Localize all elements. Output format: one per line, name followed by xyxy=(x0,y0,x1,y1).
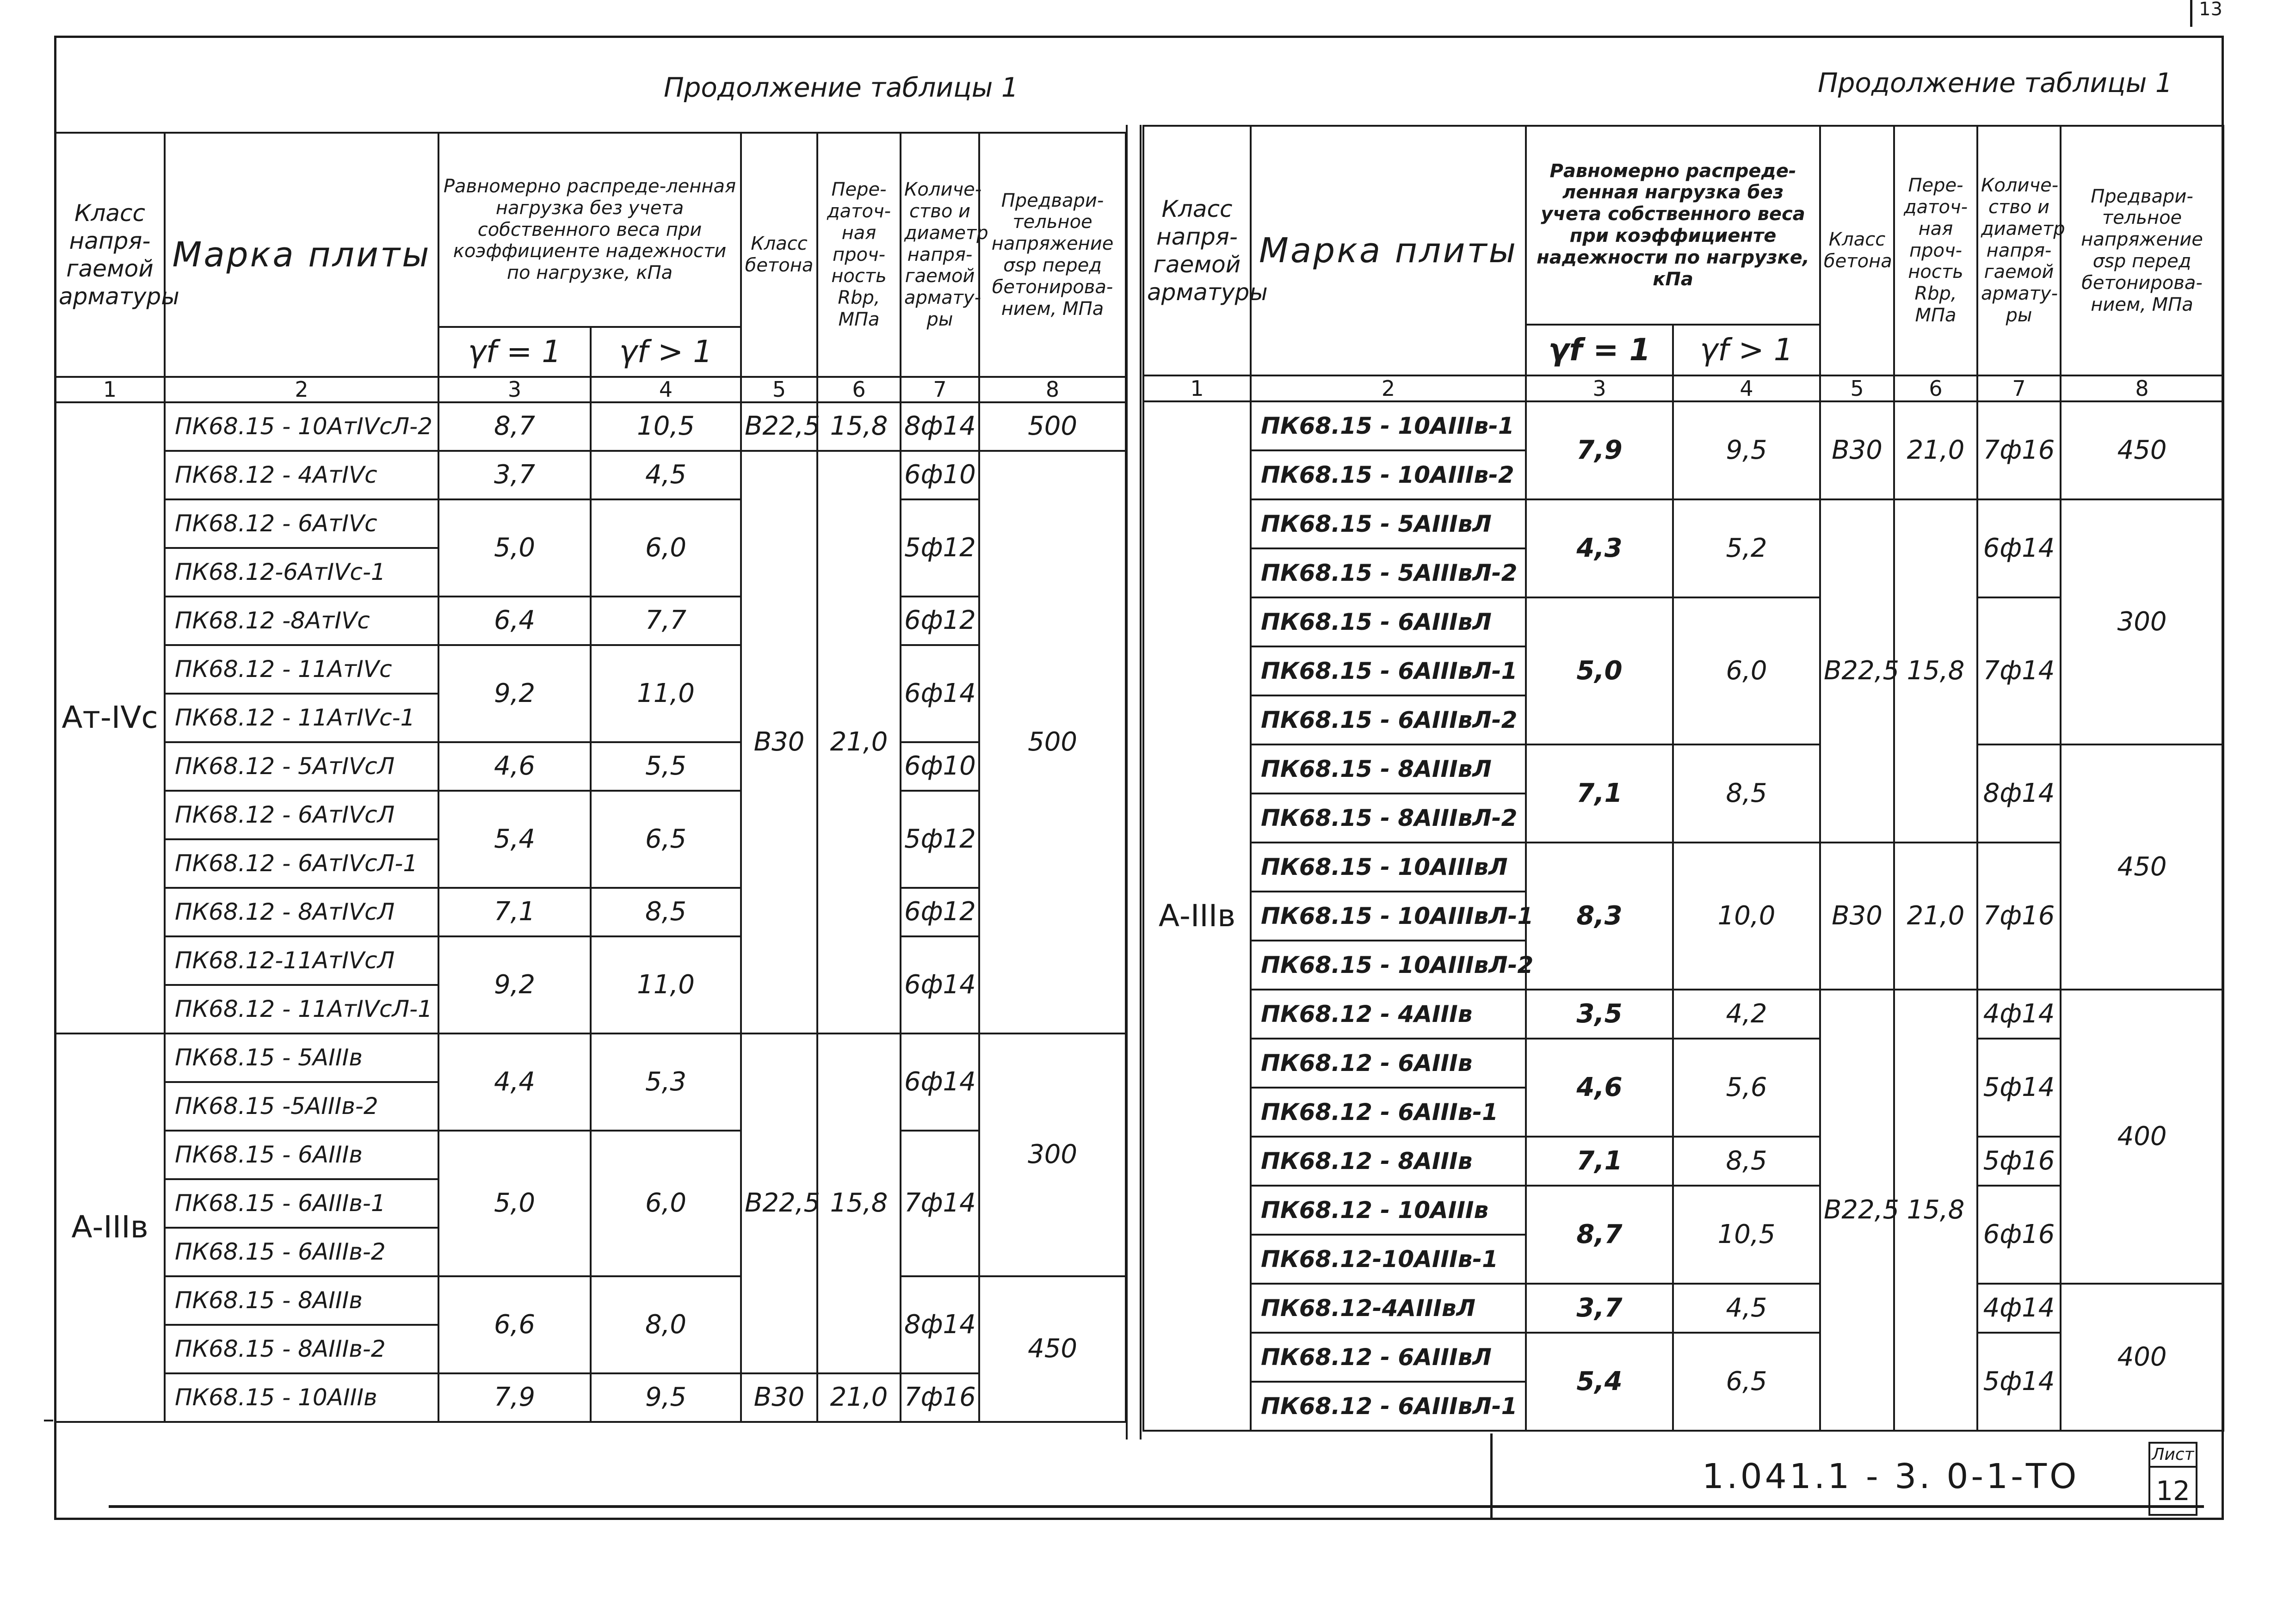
load-gamma-1: 8,7 xyxy=(438,402,591,451)
prestress: 300 xyxy=(2061,499,2223,744)
load-gamma-1: 7,1 xyxy=(1526,744,1673,843)
plate-mark: ПК68.15 - 5АIIIвЛ xyxy=(1251,499,1526,548)
load-gamma-gt-1: 11,0 xyxy=(591,645,741,742)
armature-count: 8ф14 xyxy=(1977,744,2061,843)
load-gamma-gt-1: 6,0 xyxy=(591,499,741,597)
prestress: 400 xyxy=(2061,990,2223,1284)
armature-count: 6ф16 xyxy=(1977,1186,2061,1284)
left-table xyxy=(54,132,1127,1423)
armature-class-cell: А-IIIв xyxy=(55,1033,165,1422)
load-gamma-1: 5,4 xyxy=(1526,1333,1673,1431)
edge-tick xyxy=(44,1420,53,1421)
load-gamma-1: 4,6 xyxy=(1526,1039,1673,1137)
col-number: 7 xyxy=(1977,375,2061,401)
armature-count: 5ф14 xyxy=(1977,1039,2061,1137)
load-gamma-1: 4,3 xyxy=(1526,499,1673,597)
plate-mark: ПК68.15 -5АIIIв-2 xyxy=(165,1082,438,1131)
load-gamma-1: 7,9 xyxy=(438,1373,591,1422)
load-gamma-gt-1: 6,0 xyxy=(1673,597,1820,744)
header-load: Равномерно распреде-ленная нагрузка без учета собственного веса при коэффициенте надежности по нагрузке, кПа xyxy=(1526,126,1820,325)
armature-count: 8ф14 xyxy=(901,1276,979,1373)
concrete-class: В30 xyxy=(741,451,817,1033)
load-gamma-gt-1: 10,5 xyxy=(591,402,741,451)
plate-mark: ПК68.12 - 6АIIIв-1 xyxy=(1251,1088,1526,1137)
concrete-class: В22,5 xyxy=(1820,499,1894,843)
col-number: 8 xyxy=(2061,375,2223,401)
load-gamma-gt-1: 9,5 xyxy=(1673,401,1820,499)
plate-mark: ПК68.15 - 8АIIIвЛ-2 xyxy=(1251,794,1526,843)
header-transfer-strength: Пере-даточ-ная проч-ность Rbp, МПа xyxy=(817,133,901,377)
plate-mark: ПК68.12 - 4АтIVс xyxy=(165,451,438,499)
col-number: 2 xyxy=(165,377,438,402)
load-gamma-gt-1: 8,0 xyxy=(591,1276,741,1373)
plate-mark: ПК68.15 - 10АIIIв xyxy=(165,1373,438,1422)
plate-mark: ПК68.15 - 10АIIIв-1 xyxy=(1251,401,1526,450)
col-number: 4 xyxy=(591,377,741,402)
table-divider xyxy=(1126,125,1142,1439)
transfer-strength: 21,0 xyxy=(817,1373,901,1422)
plate-mark: ПК68.15 - 8АIIIв xyxy=(165,1276,438,1325)
header-armature-count: Количе-ство и диаметр напря-гаемой армату-ры xyxy=(1977,126,2061,375)
load-gamma-1: 7,1 xyxy=(1526,1137,1673,1186)
load-gamma-1: 3,5 xyxy=(1526,990,1673,1039)
plate-mark: ПК68.12 - 11АтIVс-1 xyxy=(165,694,438,742)
header-mark: Марка плиты xyxy=(1251,126,1526,375)
col-number: 8 xyxy=(979,377,1126,402)
armature-count: 5ф14 xyxy=(1977,1333,2061,1431)
plate-mark: ПК68.12 - 6АтIVсЛ-1 xyxy=(165,839,438,888)
load-gamma-1: 8,3 xyxy=(1526,843,1673,990)
plate-mark: ПК68.12-4АIIIвЛ xyxy=(1251,1284,1526,1333)
col-number: 2 xyxy=(1251,375,1526,401)
armature-count: 5ф12 xyxy=(901,499,979,597)
load-gamma-gt-1: 4,5 xyxy=(591,451,741,499)
header-gamma-gt-1: γf > 1 xyxy=(591,327,741,377)
load-gamma-1: 5,0 xyxy=(438,1131,591,1276)
plate-mark: ПК68.15 - 10АIIIвЛ-1 xyxy=(1251,892,1526,941)
col-number: 1 xyxy=(1143,375,1251,401)
plate-mark: ПК68.15 - 8АIIIв-2 xyxy=(165,1325,438,1373)
load-gamma-gt-1: 5,5 xyxy=(591,742,741,791)
concrete-class: В22,5 xyxy=(1820,990,1894,1431)
transfer-strength: 15,8 xyxy=(817,402,901,451)
col-number: 3 xyxy=(1526,375,1673,401)
transfer-strength: 15,8 xyxy=(1894,990,1977,1431)
plate-mark: ПК68.12-10АIIIв-1 xyxy=(1251,1235,1526,1284)
plate-mark: ПК68.15 - 5АIIIв xyxy=(165,1033,438,1082)
sheet-number: 12 xyxy=(2156,1475,2190,1507)
load-gamma-1: 9,2 xyxy=(438,936,591,1033)
col-number: 5 xyxy=(741,377,817,402)
col-number: 7 xyxy=(901,377,979,402)
load-gamma-1: 6,6 xyxy=(438,1276,591,1373)
header-armature-class: Класс напря-гаемой арматуры xyxy=(1143,126,1251,375)
plate-mark: ПК68.12 - 4АIIIв xyxy=(1251,990,1526,1039)
plate-mark: ПК68.15 - 6АIIIвЛ xyxy=(1251,597,1526,646)
header-gamma-1: γf = 1 xyxy=(438,327,591,377)
prestress: 500 xyxy=(979,402,1126,451)
header-armature-count: Количе-ство и диаметр напря-гаемой армату-ры xyxy=(901,133,979,377)
plate-mark: ПК68.12 - 8АтIVсЛ xyxy=(165,888,438,936)
plate-mark: ПК68.15 - 10АIIIвЛ-2 xyxy=(1251,941,1526,990)
plate-mark: ПК68.15 - 6АIIIвЛ-2 xyxy=(1251,695,1526,744)
transfer-strength: 15,8 xyxy=(817,1033,901,1373)
load-gamma-gt-1: 4,2 xyxy=(1673,990,1820,1039)
concrete-class: В30 xyxy=(1820,843,1894,990)
armature-count: 7ф16 xyxy=(1977,401,2061,499)
load-gamma-gt-1: 5,6 xyxy=(1673,1039,1820,1137)
concrete-class: В30 xyxy=(741,1373,817,1422)
concrete-class: В30 xyxy=(1820,401,1894,499)
transfer-strength: 15,8 xyxy=(1894,499,1977,843)
plate-mark: ПК68.15 - 10АIIIвЛ xyxy=(1251,843,1526,892)
armature-count: 8ф14 xyxy=(901,402,979,451)
prestress: 450 xyxy=(2061,401,2223,499)
document-code: 1.041.1 - 3. 0-1-ТО xyxy=(1702,1457,2080,1496)
caption-left: Продолжение таблицы 1 xyxy=(664,72,1018,103)
load-gamma-1: 6,4 xyxy=(438,597,591,645)
load-gamma-gt-1: 7,7 xyxy=(591,597,741,645)
plate-mark: ПК68.15 - 6АIIIв-1 xyxy=(165,1179,438,1228)
armature-count: 7ф14 xyxy=(901,1131,979,1276)
plate-mark: ПК68.15 - 8АIIIвЛ xyxy=(1251,744,1526,794)
armature-count: 6ф14 xyxy=(901,1033,979,1131)
col-number: 6 xyxy=(1894,375,1977,401)
load-gamma-gt-1: 8,5 xyxy=(591,888,741,936)
load-gamma-1: 5,0 xyxy=(438,499,591,597)
armature-count: 7ф14 xyxy=(1977,597,2061,744)
load-gamma-1: 9,2 xyxy=(438,645,591,742)
armature-count: 4ф14 xyxy=(1977,1284,2061,1333)
header-gamma-1: γf = 1 xyxy=(1526,325,1673,375)
armature-count: 6ф10 xyxy=(901,451,979,499)
armature-count: 5ф16 xyxy=(1977,1137,2061,1186)
header-load: Равномерно распреде-ленная нагрузка без учета собственного веса при коэффициенте надежности по нагрузке, кПа xyxy=(438,133,741,327)
right-table xyxy=(1142,125,2224,1432)
load-gamma-gt-1: 5,2 xyxy=(1673,499,1820,597)
plate-mark: ПК68.12 - 10АIIIв xyxy=(1251,1186,1526,1235)
prestress: 300 xyxy=(979,1033,1126,1276)
load-gamma-1: 3,7 xyxy=(438,451,591,499)
header-prestress: Предвари-тельное напряжение σsp перед бетонирова-нием, МПа xyxy=(979,133,1126,377)
load-gamma-gt-1: 8,5 xyxy=(1673,1137,1820,1186)
armature-class-cell: А-IIIв xyxy=(1143,401,1251,1431)
plate-mark: ПК68.12 -8АтIVс xyxy=(165,597,438,645)
plate-mark: ПК68.12 - 11АтIVсЛ-1 xyxy=(165,985,438,1033)
plate-mark: ПК68.12 - 11АтIVс xyxy=(165,645,438,694)
armature-count: 7ф16 xyxy=(1977,843,2061,990)
plate-mark: ПК68.15 - 10АтIVсЛ-2 xyxy=(165,402,438,451)
armature-count: 6ф14 xyxy=(1977,499,2061,597)
concrete-class: В22,5 xyxy=(741,402,817,451)
load-gamma-gt-1: 6,0 xyxy=(591,1131,741,1276)
plate-mark: ПК68.12 - 6АтIVс xyxy=(165,499,438,548)
plate-mark: ПК68.15 - 5АIIIвЛ-2 xyxy=(1251,548,1526,597)
transfer-strength: 21,0 xyxy=(1894,843,1977,990)
sheet-corner-number: 13 xyxy=(2190,0,2227,27)
load-gamma-gt-1: 10,5 xyxy=(1673,1186,1820,1284)
armature-count: 6ф14 xyxy=(901,936,979,1033)
sheet-label: Лист xyxy=(2150,1444,2196,1468)
plate-mark: ПК68.12 - 6АIIIвЛ xyxy=(1251,1333,1526,1382)
load-gamma-1: 7,1 xyxy=(438,888,591,936)
col-number: 1 xyxy=(55,377,165,402)
armature-count: 6ф12 xyxy=(901,597,979,645)
plate-mark: ПК68.12-11АтIVсЛ xyxy=(165,936,438,985)
transfer-strength: 21,0 xyxy=(817,451,901,1033)
armature-count: 7ф16 xyxy=(901,1373,979,1422)
load-gamma-1: 5,0 xyxy=(1526,597,1673,744)
armature-count: 5ф12 xyxy=(901,791,979,888)
prestress: 500 xyxy=(979,451,1126,1033)
col-number: 4 xyxy=(1673,375,1820,401)
caption-right: Продолжение таблицы 1 xyxy=(1818,67,2173,98)
concrete-class: В22,5 xyxy=(741,1033,817,1373)
load-gamma-gt-1: 4,5 xyxy=(1673,1284,1820,1333)
sheet-number-box xyxy=(2148,1442,2197,1516)
prestress: 450 xyxy=(2061,744,2223,990)
col-number: 3 xyxy=(438,377,591,402)
header-gamma-gt-1: γf > 1 xyxy=(1673,325,1820,375)
header-mark: Марка плиты xyxy=(165,133,438,377)
armature-class-cell: Ат-IVс xyxy=(55,402,165,1033)
plate-mark: ПК68.15 - 6АIIIв xyxy=(165,1131,438,1179)
load-gamma-1: 7,9 xyxy=(1526,401,1673,499)
load-gamma-gt-1: 6,5 xyxy=(1673,1333,1820,1431)
col-number: 5 xyxy=(1820,375,1894,401)
load-gamma-gt-1: 11,0 xyxy=(591,936,741,1033)
plate-mark: ПК68.12 - 8АIIIв xyxy=(1251,1137,1526,1186)
armature-count: 6ф12 xyxy=(901,888,979,936)
header-transfer-strength: Пере-даточ-ная проч-ность Rbp, МПа xyxy=(1894,126,1977,375)
load-gamma-gt-1: 10,0 xyxy=(1673,843,1820,990)
transfer-strength: 21,0 xyxy=(1894,401,1977,499)
armature-count: 4ф14 xyxy=(1977,990,2061,1039)
plate-mark: ПК68.12 - 6АIIIвЛ-1 xyxy=(1251,1382,1526,1431)
load-gamma-gt-1: 5,3 xyxy=(591,1033,741,1131)
load-gamma-1: 4,6 xyxy=(438,742,591,791)
armature-count: 6ф10 xyxy=(901,742,979,791)
load-gamma-gt-1: 9,5 xyxy=(591,1373,741,1422)
load-gamma-1: 5,4 xyxy=(438,791,591,888)
plate-mark: ПК68.15 - 6АIIIв-2 xyxy=(165,1228,438,1276)
load-gamma-gt-1: 6,5 xyxy=(591,791,741,888)
load-gamma-1: 4,4 xyxy=(438,1033,591,1131)
plate-mark: ПК68.15 - 10АIIIв-2 xyxy=(1251,450,1526,499)
plate-mark: ПК68.15 - 6АIIIвЛ-1 xyxy=(1251,646,1526,695)
prestress: 450 xyxy=(979,1276,1126,1422)
header-armature-class: Класс напря-гаемой арматуры xyxy=(55,133,165,377)
plate-mark: ПК68.12-6АтIVс-1 xyxy=(165,548,438,597)
plate-mark: ПК68.12 - 5АтIVсЛ xyxy=(165,742,438,791)
prestress: 400 xyxy=(2061,1284,2223,1431)
load-gamma-gt-1: 8,5 xyxy=(1673,744,1820,843)
load-gamma-1: 8,7 xyxy=(1526,1186,1673,1284)
header-prestress: Предвари-тельное напряжение σsp перед бетонирова-нием, МПа xyxy=(2061,126,2223,375)
armature-count: 6ф14 xyxy=(901,645,979,742)
col-number: 6 xyxy=(817,377,901,402)
plate-mark: ПК68.12 - 6АIIIв xyxy=(1251,1039,1526,1088)
header-concrete-class: Класс бетона xyxy=(1820,126,1894,375)
load-gamma-1: 3,7 xyxy=(1526,1284,1673,1333)
header-concrete-class: Класс бетона xyxy=(741,133,817,377)
plate-mark: ПК68.12 - 6АтIVсЛ xyxy=(165,791,438,839)
